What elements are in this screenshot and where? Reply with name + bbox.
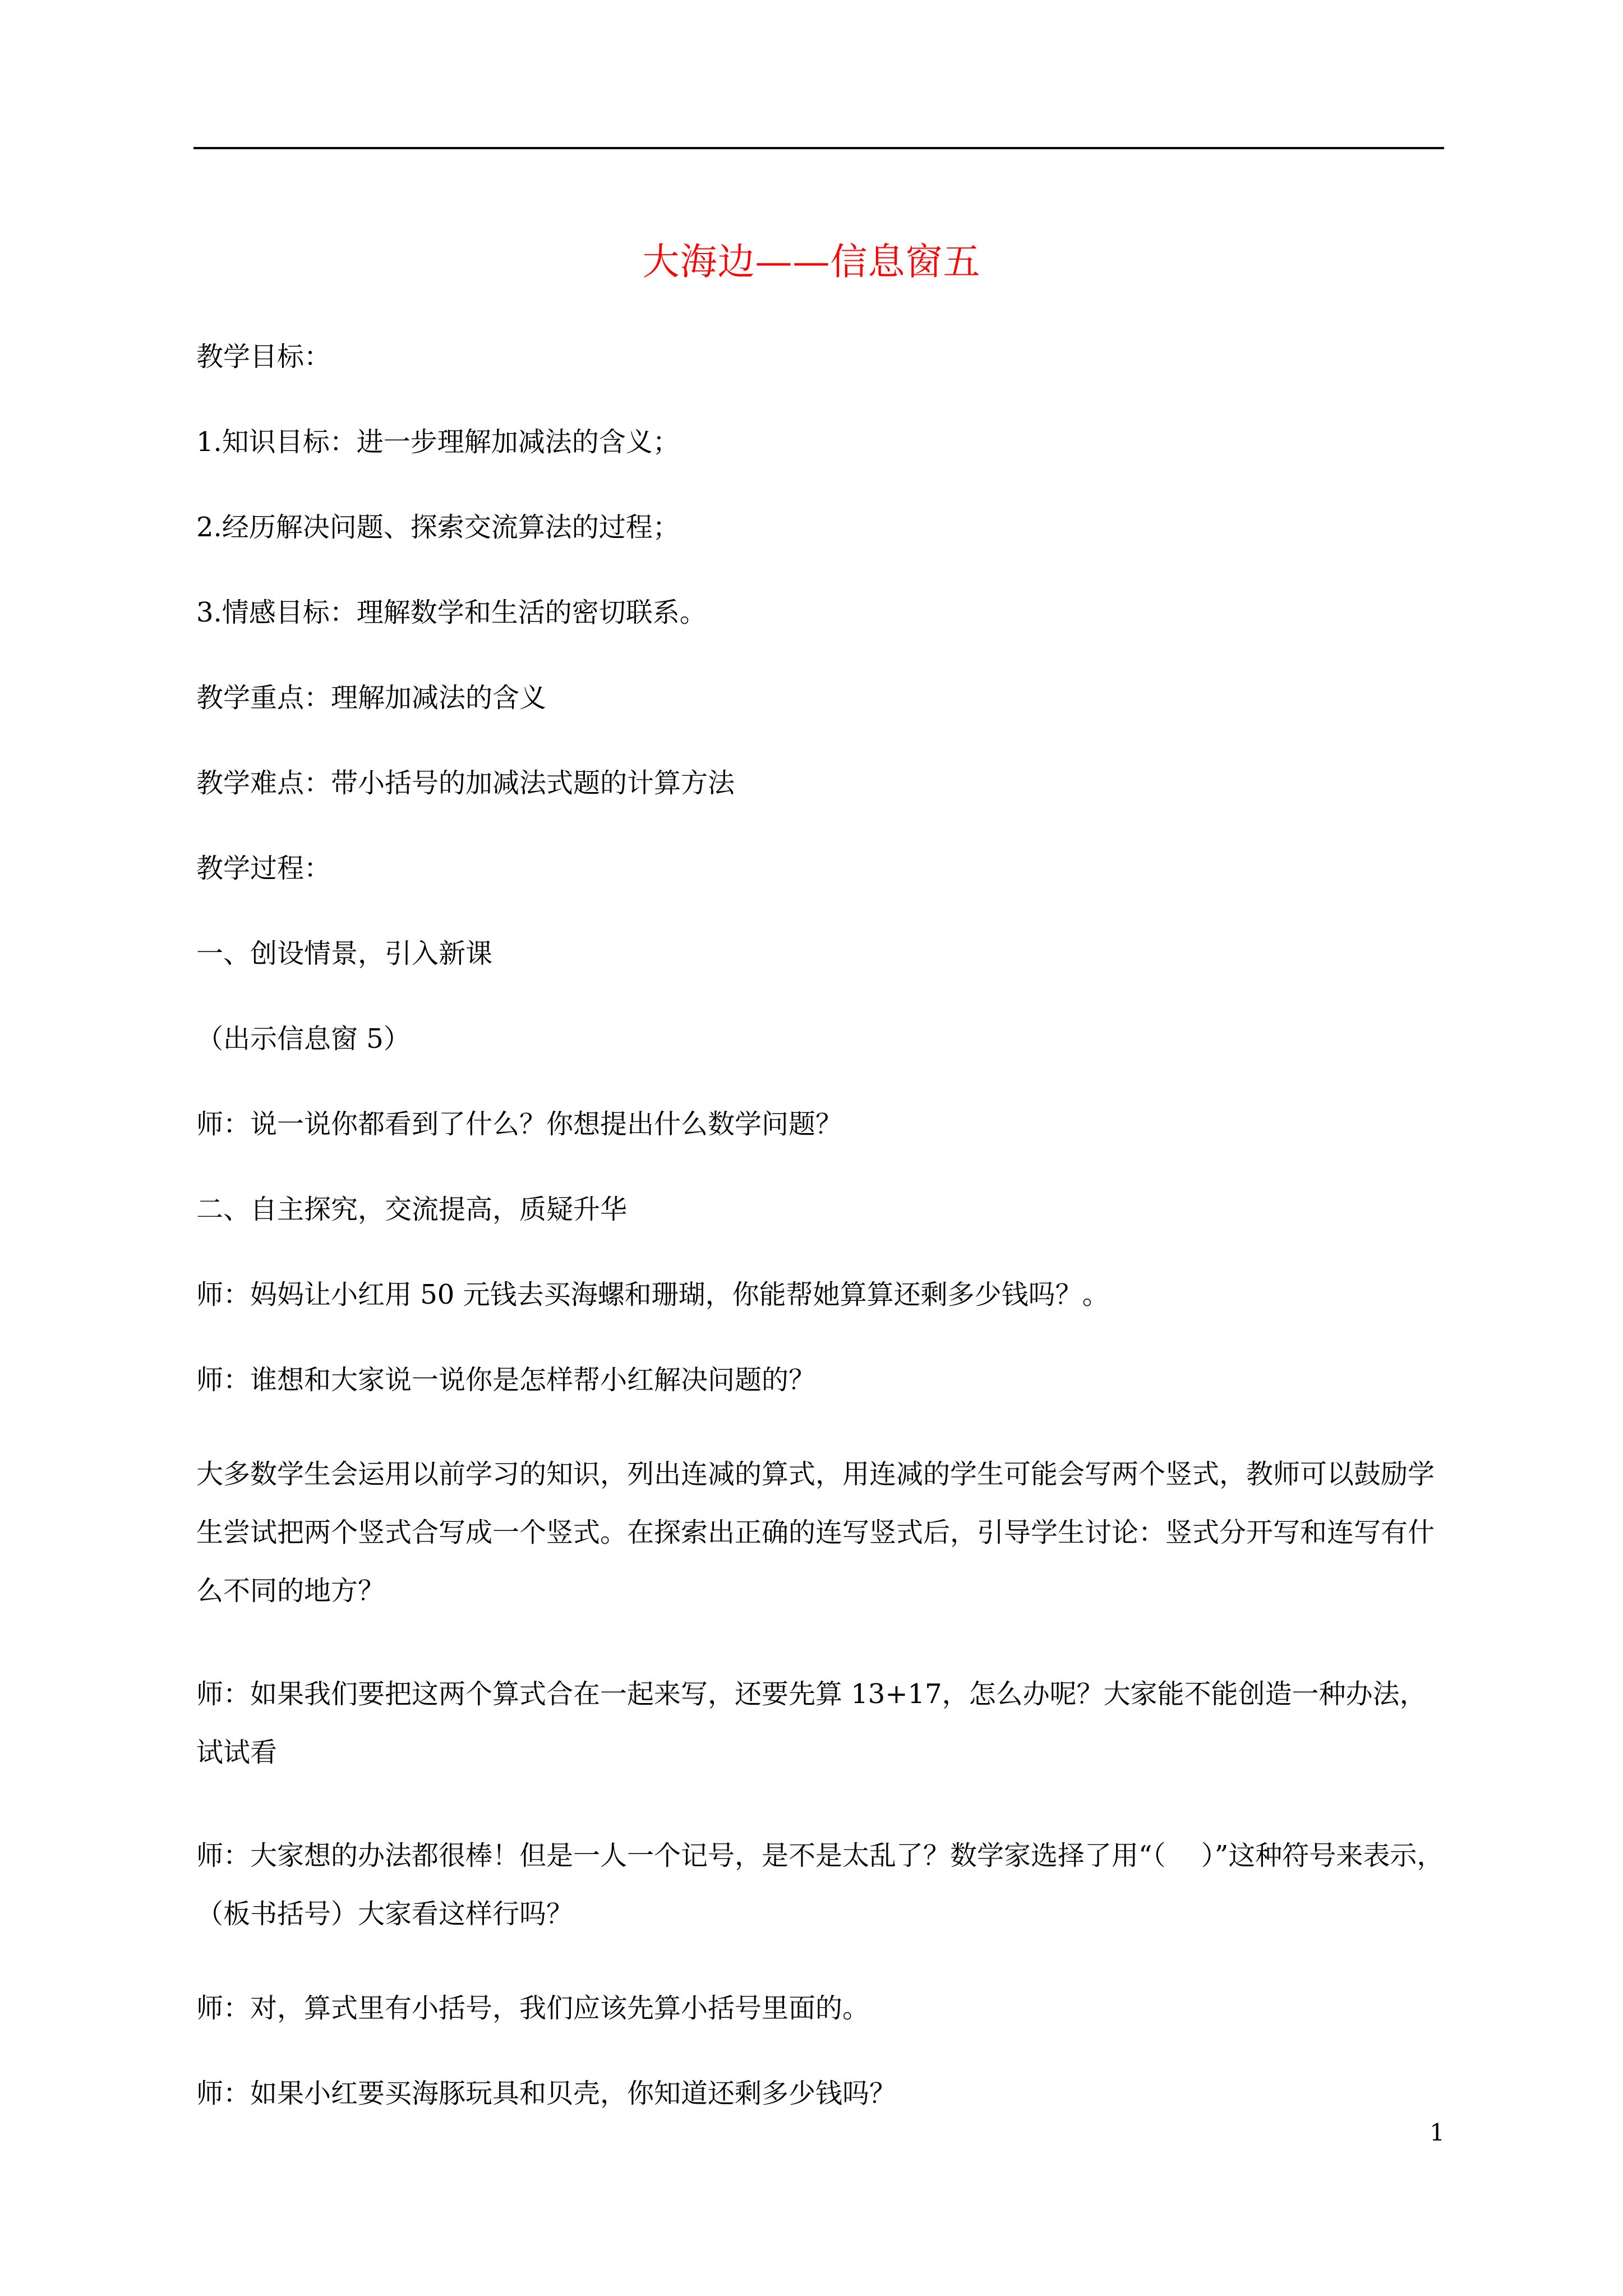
paragraph-student-explanation: 大多数学生会运用以前学习的知识，列出连减的算式，用连减的学生可能会写两个竖式，教师可以鼓励学生尝试把两个竖式合写成一个竖式。在探索出正确的连写竖式后，引导学生讨论：竖式分开写和连写有什么不同的地方？ — [196, 1458, 1435, 1607]
document-body — [196, 337, 1447, 2114]
paragraph-teacher-7: 师：如果小红要买海豚玩具和贝壳，你知道还剩多少钱吗？ — [196, 2078, 897, 2109]
paragraph-difficult-point: 教学难点：带小括号的加减法式题的计算方法 — [196, 767, 735, 799]
paragraph-section-2: 二、自主探究，交流提高，质疑升华 — [196, 1194, 628, 1225]
paragraph-objectives-heading: 教学目标： — [196, 341, 331, 372]
paragraph-process-heading: 教学过程： — [196, 853, 331, 884]
paragraph-teacher-4: 师：如果我们要把这两个算式合在一起来写，还要先算 13+17，怎么办呢？大家能不能创造一种办法，试试看 — [196, 1678, 1427, 1768]
paragraph-objective-2: 2.经历解决问题、探索交流算法的过程； — [196, 512, 680, 543]
paragraph-key-point: 教学重点：理解加减法的含义 — [196, 682, 547, 714]
paragraph-section-1: 一、创设情景，引入新课 — [196, 938, 493, 969]
header-rule — [193, 147, 1444, 149]
paragraph-teacher-2: 师：妈妈让小红用 50 元钱去买海螺和珊瑚，你能帮她算算还剩多少钱吗？。 — [196, 1279, 1109, 1310]
paragraph-teacher-3: 师：谁想和大家说一说你是怎样帮小红解决问题的？ — [196, 1364, 816, 1396]
paragraph-teacher-6: 师：对，算式里有小括号，我们应该先算小括号里面的。 — [196, 1993, 870, 2024]
document-title: 大海边——信息窗五 — [642, 240, 981, 283]
paragraph-objective-1: 1.知识目标：进一步理解加减法的含义； — [196, 426, 680, 458]
paragraph-teacher-1: 师：说一说你都看到了什么？你想提出什么数学问题？ — [196, 1108, 843, 1140]
paragraph-objective-3: 3.情感目标：理解数学和生活的密切联系。 — [196, 597, 707, 628]
page-number: 1 — [1430, 2119, 1445, 2146]
paragraph-teacher-5: 师：大家想的办法都很棒！但是一人一个记号，是不是太乱了？数学家选择了用“（ ）”这种符号来表示，（板书括号）大家看这样行吗？ — [196, 1840, 1444, 1930]
paragraph-show-window: （出示信息窗 5） — [196, 1023, 411, 1055]
